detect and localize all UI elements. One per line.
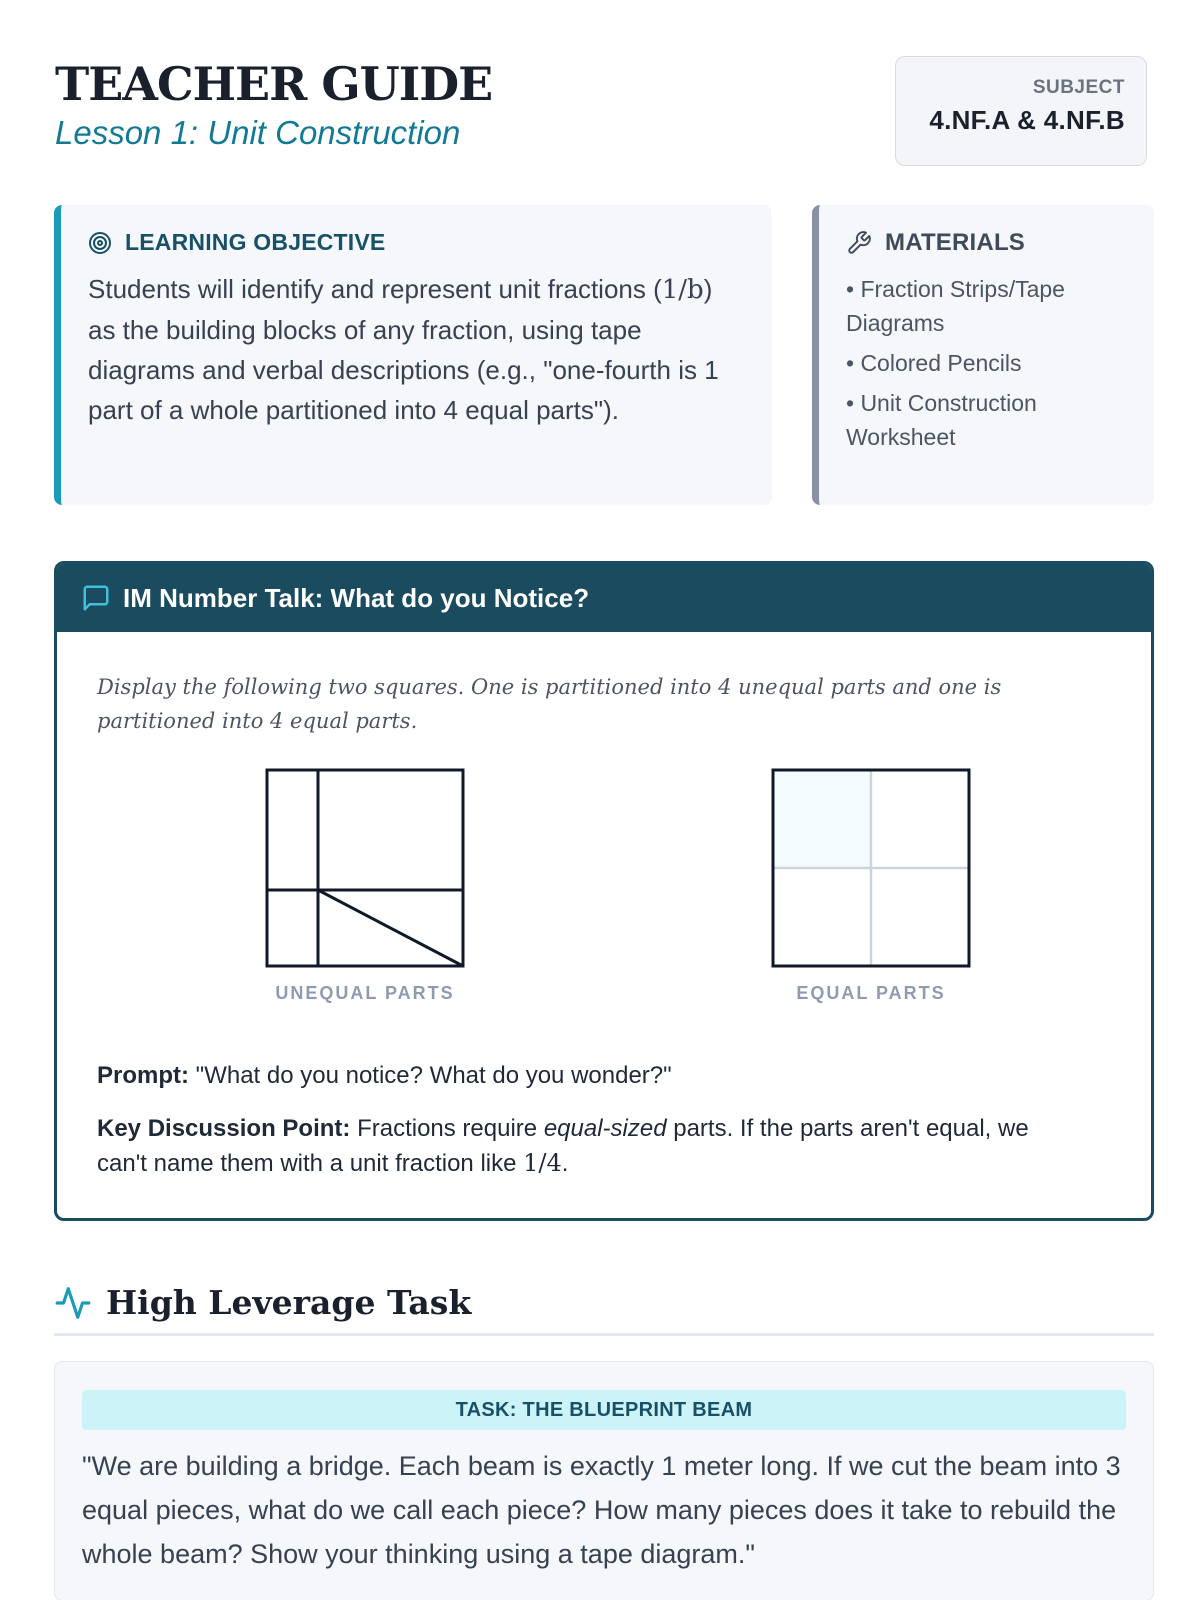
materials-list xyxy=(846,272,1140,454)
unequal-parts-label: UNEQUAL PARTS xyxy=(275,983,455,1003)
number-talk-header xyxy=(57,564,1151,632)
lesson-subtitle: Lesson 1: Unit Construction xyxy=(55,114,461,151)
prompt-line xyxy=(97,1062,672,1090)
number-talk-card xyxy=(54,561,1154,1221)
objective-heading: LEARNING OBJECTIVE xyxy=(125,229,386,255)
chat-bubble-icon xyxy=(81,583,111,613)
prompt-label: Prompt: xyxy=(97,1062,189,1089)
page-title: TEACHER GUIDE xyxy=(55,57,493,111)
number-talk-heading: IM Number Talk: What do you Notice? xyxy=(123,582,590,613)
unequal-diagram xyxy=(245,768,485,1004)
objective-text xyxy=(88,269,742,430)
materials-card xyxy=(812,205,1154,505)
materials-heading-row xyxy=(846,229,1140,257)
key-emphasis: equal-sized xyxy=(543,1115,667,1142)
task-label: TASK: THE BLUEPRINT BEAM xyxy=(82,1390,1126,1430)
key-fraction: 1/4 xyxy=(523,1149,562,1177)
high-leverage-heading: High Leverage Task xyxy=(106,1283,472,1322)
equal-parts-label: EQUAL PARTS xyxy=(796,983,946,1003)
key-discussion-point xyxy=(97,1112,1071,1181)
key-text-end: . xyxy=(561,1150,569,1177)
unequal-square xyxy=(265,768,465,968)
high-leverage-heading-row xyxy=(54,1272,1154,1336)
list-item: • Unit Construction Worksheet xyxy=(846,390,1037,450)
objective-heading-row xyxy=(88,229,742,256)
wrench-icon xyxy=(846,230,872,256)
task-card xyxy=(54,1361,1154,1600)
materials-heading: MATERIALS xyxy=(885,229,1026,256)
key-text-middle: parts. If the parts aren't equal, we can't name them with a unit fraction like xyxy=(97,1115,1029,1177)
target-icon xyxy=(88,231,112,255)
key-text-start: Fractions require xyxy=(357,1115,538,1142)
key-label: Key Discussion Point: xyxy=(97,1115,351,1142)
objective-fraction: 1/b xyxy=(661,275,704,305)
list-item: • Fraction Strips/Tape Diagrams xyxy=(846,276,1065,336)
equal-square xyxy=(771,768,971,968)
learning-objective-card xyxy=(54,205,772,505)
objective-text-start: Students will identify and represent unit fractions ( xyxy=(88,274,662,304)
equal-diagram xyxy=(751,768,991,1004)
partition-diagrams xyxy=(57,768,1151,1008)
subject-value: 4.NF.A & 4.NF.B xyxy=(929,105,1125,135)
objective-text-end: ) as the building blocks of any fraction, using tape diagrams and verbal descriptions (e.g., "one-fourth is 1 part of a whole partitioned into 4 equal parts"). xyxy=(88,274,719,425)
task-text: "We are building a bridge. Each beam is exactly 1 meter long. If we cut the beam into 3 equal pieces, what do we call each piece? How many pieces does it take to rebuild the whole beam? Show your thinking using a tape diagram." xyxy=(82,1451,1121,1569)
activity-pulse-icon xyxy=(54,1284,92,1322)
page-header xyxy=(55,56,1147,166)
prompt-text: "What do you notice? What do you wonder?" xyxy=(195,1062,672,1089)
subject-badge xyxy=(895,56,1147,166)
subject-label: SUBJECT xyxy=(1032,77,1125,98)
list-item: • Colored Pencils xyxy=(846,350,1022,376)
number-talk-intro: Display the following two squares. One is partitioned into 4 unequal parts and one is partitioned into 4 equal parts. xyxy=(97,675,1002,733)
